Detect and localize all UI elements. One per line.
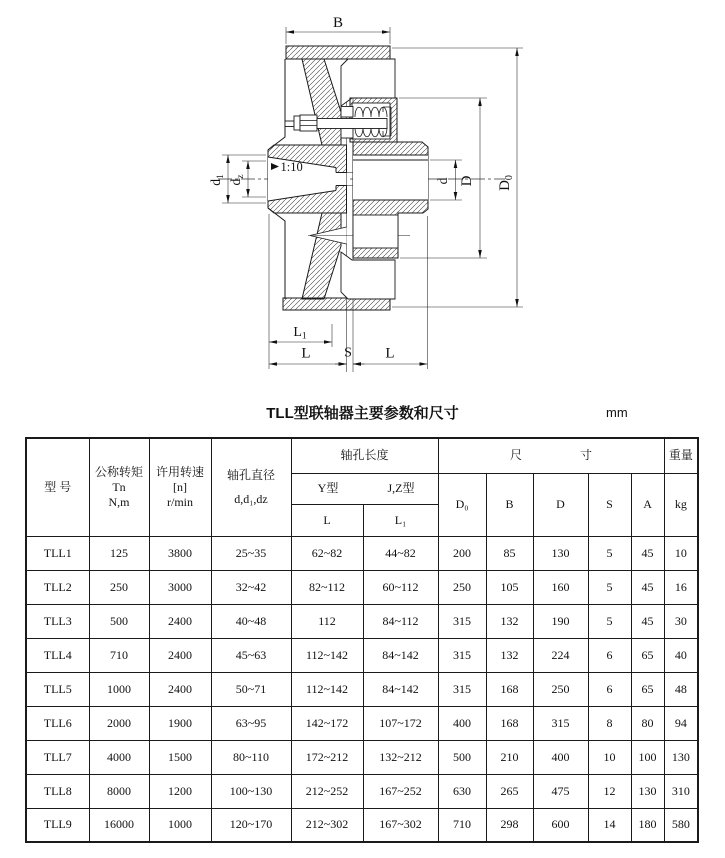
coupling-drawing — [0, 0, 725, 400]
table-cell: 8 — [588, 706, 631, 740]
table-cell: 65 — [631, 672, 664, 706]
unit-label: mm — [606, 405, 628, 420]
table-cell: 16 — [664, 570, 698, 604]
table-cell: 120~170 — [211, 808, 291, 842]
table-cell: 112~142 — [291, 672, 363, 706]
parameters-table — [25, 437, 699, 843]
label-S: S — [344, 345, 352, 361]
table-cell: TLL2 — [26, 570, 89, 604]
table-cell: 2400 — [149, 604, 211, 638]
table-cell: 40 — [664, 638, 698, 672]
header-speed-sym: [n] — [173, 479, 187, 494]
table-cell: 250 — [438, 570, 486, 604]
table-cell: TLL7 — [26, 740, 89, 774]
header-dims-l: 尺 — [510, 448, 523, 463]
header-A: A — [631, 473, 664, 536]
table-row — [26, 706, 698, 740]
header-y-type: Y型 — [317, 481, 339, 495]
table-cell: 1000 — [149, 808, 211, 842]
table-cell: 6 — [588, 672, 631, 706]
table-cell: 500 — [89, 604, 149, 638]
table-row — [26, 740, 698, 774]
table-cell: 250 — [533, 672, 588, 706]
bolt-shaft — [317, 119, 387, 129]
table-cell: 16000 — [89, 808, 149, 842]
table-cell: 130 — [631, 774, 664, 808]
label-taper: 1:10 — [280, 160, 303, 174]
table-cell: 125 — [89, 536, 149, 570]
table-cell: 310 — [664, 774, 698, 808]
table-cell: 265 — [486, 774, 533, 808]
label-B: B — [332, 15, 344, 31]
header-torque — [89, 438, 149, 536]
table-cell: 1000 — [89, 672, 149, 706]
table-cell: 14 — [588, 808, 631, 842]
table-cell: 212~302 — [291, 808, 363, 842]
table-cell: 45 — [631, 536, 664, 570]
table-cell: 62~82 — [291, 536, 363, 570]
table-cell: 45 — [631, 570, 664, 604]
table-cell: TLL5 — [26, 672, 89, 706]
table-cell: 190 — [533, 604, 588, 638]
table-cell: 315 — [533, 706, 588, 740]
header-dims-r: 寸 — [580, 448, 593, 463]
table-title: TLL型联轴器主要参数和尺寸 — [266, 405, 459, 422]
table-cell: 50~71 — [211, 672, 291, 706]
header-torque-sym: Tn — [112, 479, 126, 494]
table-cell: 475 — [533, 774, 588, 808]
dimension-L1 — [269, 325, 332, 344]
table-cell: 200 — [438, 536, 486, 570]
label-d: d — [435, 177, 450, 185]
table-cell: 32~42 — [211, 570, 291, 604]
table-cell: 710 — [438, 808, 486, 842]
header-D0: D₀ — [438, 473, 486, 536]
table-cell: 630 — [438, 774, 486, 808]
header-torque-unit: N,m — [108, 494, 130, 509]
table-cell: 315 — [438, 638, 486, 672]
table-cell: 40~48 — [211, 604, 291, 638]
table-cell: 710 — [89, 638, 149, 672]
table-cell: 4000 — [89, 740, 149, 774]
table-cell: 1500 — [149, 740, 211, 774]
table-cell: TLL1 — [26, 536, 89, 570]
table-cell: 298 — [486, 808, 533, 842]
table-cell: 600 — [533, 808, 588, 842]
header-D: D — [533, 473, 588, 536]
table-row — [26, 774, 698, 808]
table-cell: 3800 — [149, 536, 211, 570]
table-cell: 2400 — [149, 638, 211, 672]
table-cell: 2000 — [89, 706, 149, 740]
table-cell: 130 — [664, 740, 698, 774]
label-L1: L1 — [293, 325, 307, 342]
table-cell: 1200 — [149, 774, 211, 808]
dimension-L-right — [353, 346, 428, 366]
header-jz-type: J,Z型 — [387, 481, 415, 495]
table-cell: 100~130 — [211, 774, 291, 808]
label-D0: $D_0$ — [497, 175, 515, 191]
table-cell: 30 — [664, 604, 698, 638]
table-cell: 45 — [631, 604, 664, 638]
header-S: S — [588, 473, 631, 536]
table-cell: 8000 — [89, 774, 149, 808]
table-cell: 63~95 — [211, 706, 291, 740]
table-cell: 142~172 — [291, 706, 363, 740]
table-cell: 168 — [486, 672, 533, 706]
table-cell: 84~142 — [363, 672, 438, 706]
table-cell: 130 — [533, 536, 588, 570]
table-header — [26, 438, 698, 536]
table-cell: 65 — [631, 638, 664, 672]
table-cell: 5 — [588, 570, 631, 604]
nut — [300, 115, 317, 131]
table-cell: 210 — [486, 740, 533, 774]
header-bore-length: 轴孔长度 — [291, 438, 438, 473]
header-L1: L₁ — [363, 504, 438, 536]
table-cell: 112 — [291, 604, 363, 638]
header-bore-dia — [211, 438, 291, 536]
table-cell: 132 — [486, 638, 533, 672]
label-D: D — [459, 175, 475, 187]
table-cell: TLL4 — [26, 638, 89, 672]
table-cell: 580 — [664, 808, 698, 842]
table-row — [26, 808, 698, 842]
header-speed — [149, 438, 211, 536]
table-cell: 132 — [486, 604, 533, 638]
header-bore-cn: 轴孔直径 — [226, 467, 275, 482]
table-cell: 167~302 — [363, 808, 438, 842]
header-L: L — [291, 504, 363, 536]
table-cell: 84~142 — [363, 638, 438, 672]
header-B: B — [486, 473, 533, 536]
dimension-L-left — [269, 346, 347, 366]
table-row — [26, 536, 698, 570]
header-kg: kg — [664, 473, 698, 536]
label-L-left: L — [301, 345, 311, 362]
bolt-tip — [285, 121, 294, 127]
table-cell: 80~110 — [211, 740, 291, 774]
table-cell: 100 — [631, 740, 664, 774]
table-cell: 25~35 — [211, 536, 291, 570]
dimension-B — [286, 15, 390, 44]
table-cell: 107~172 — [363, 706, 438, 740]
dimension-d — [430, 160, 462, 200]
table-cell: 400 — [533, 740, 588, 774]
table-cell: 10 — [664, 536, 698, 570]
table-cell: 5 — [588, 604, 631, 638]
table-cell: 172~212 — [291, 740, 363, 774]
table-cell: TLL9 — [26, 808, 89, 842]
table-cell: 167~252 — [363, 774, 438, 808]
header-bore-types — [291, 473, 438, 504]
label-d1: $d_1$ — [208, 174, 226, 186]
table-cell: TLL8 — [26, 774, 89, 808]
table-row — [26, 604, 698, 638]
header-dimensions — [438, 438, 664, 473]
table-cell: 160 — [533, 570, 588, 604]
table-cell: 44~82 — [363, 536, 438, 570]
table-row — [26, 638, 698, 672]
table-cell: 132~212 — [363, 740, 438, 774]
table-cell: 5 — [588, 536, 631, 570]
table-cell: 400 — [438, 706, 486, 740]
table-cell: 48 — [664, 672, 698, 706]
table-cell: 2400 — [149, 672, 211, 706]
header-speed-cn: 许用转速 — [155, 464, 204, 479]
table-cell: 82~112 — [291, 570, 363, 604]
table-cell: 168 — [486, 706, 533, 740]
table-cell: 212~252 — [291, 774, 363, 808]
table-cell: 180 — [631, 808, 664, 842]
table-body — [26, 536, 698, 842]
table-cell: 105 — [486, 570, 533, 604]
table-cell: 112~142 — [291, 638, 363, 672]
table-cell: 12 — [588, 774, 631, 808]
table-cell: TLL6 — [26, 706, 89, 740]
table-cell: 315 — [438, 672, 486, 706]
table-cell: TLL3 — [26, 604, 89, 638]
table-cell: 500 — [438, 740, 486, 774]
table-cell: 1900 — [149, 706, 211, 740]
header-bore-sym: d,d₁,dz — [234, 491, 268, 506]
table-row — [26, 672, 698, 706]
table-cell: 315 — [438, 604, 486, 638]
header-model: 型 号 — [26, 438, 89, 536]
table-row — [26, 570, 698, 604]
table-cell: 3000 — [149, 570, 211, 604]
table-cell: 94 — [664, 706, 698, 740]
header-torque-cn: 公称转矩 — [94, 464, 143, 479]
washer — [294, 116, 300, 130]
label-L-right: L — [385, 345, 395, 362]
table-cell: 80 — [631, 706, 664, 740]
table-cell: 45~63 — [211, 638, 291, 672]
right-hub — [347, 142, 429, 258]
table-cell: 6 — [588, 638, 631, 672]
table-cell: 250 — [89, 570, 149, 604]
table-cell: 224 — [533, 638, 588, 672]
table-cell: 85 — [486, 536, 533, 570]
table-cell: 10 — [588, 740, 631, 774]
table-cell: 84~112 — [363, 604, 438, 638]
header-weight: 重量 — [664, 438, 698, 473]
table-cell: 60~112 — [363, 570, 438, 604]
header-speed-unit: r/min — [167, 494, 193, 509]
label-dz: $d_z$ — [228, 174, 246, 186]
